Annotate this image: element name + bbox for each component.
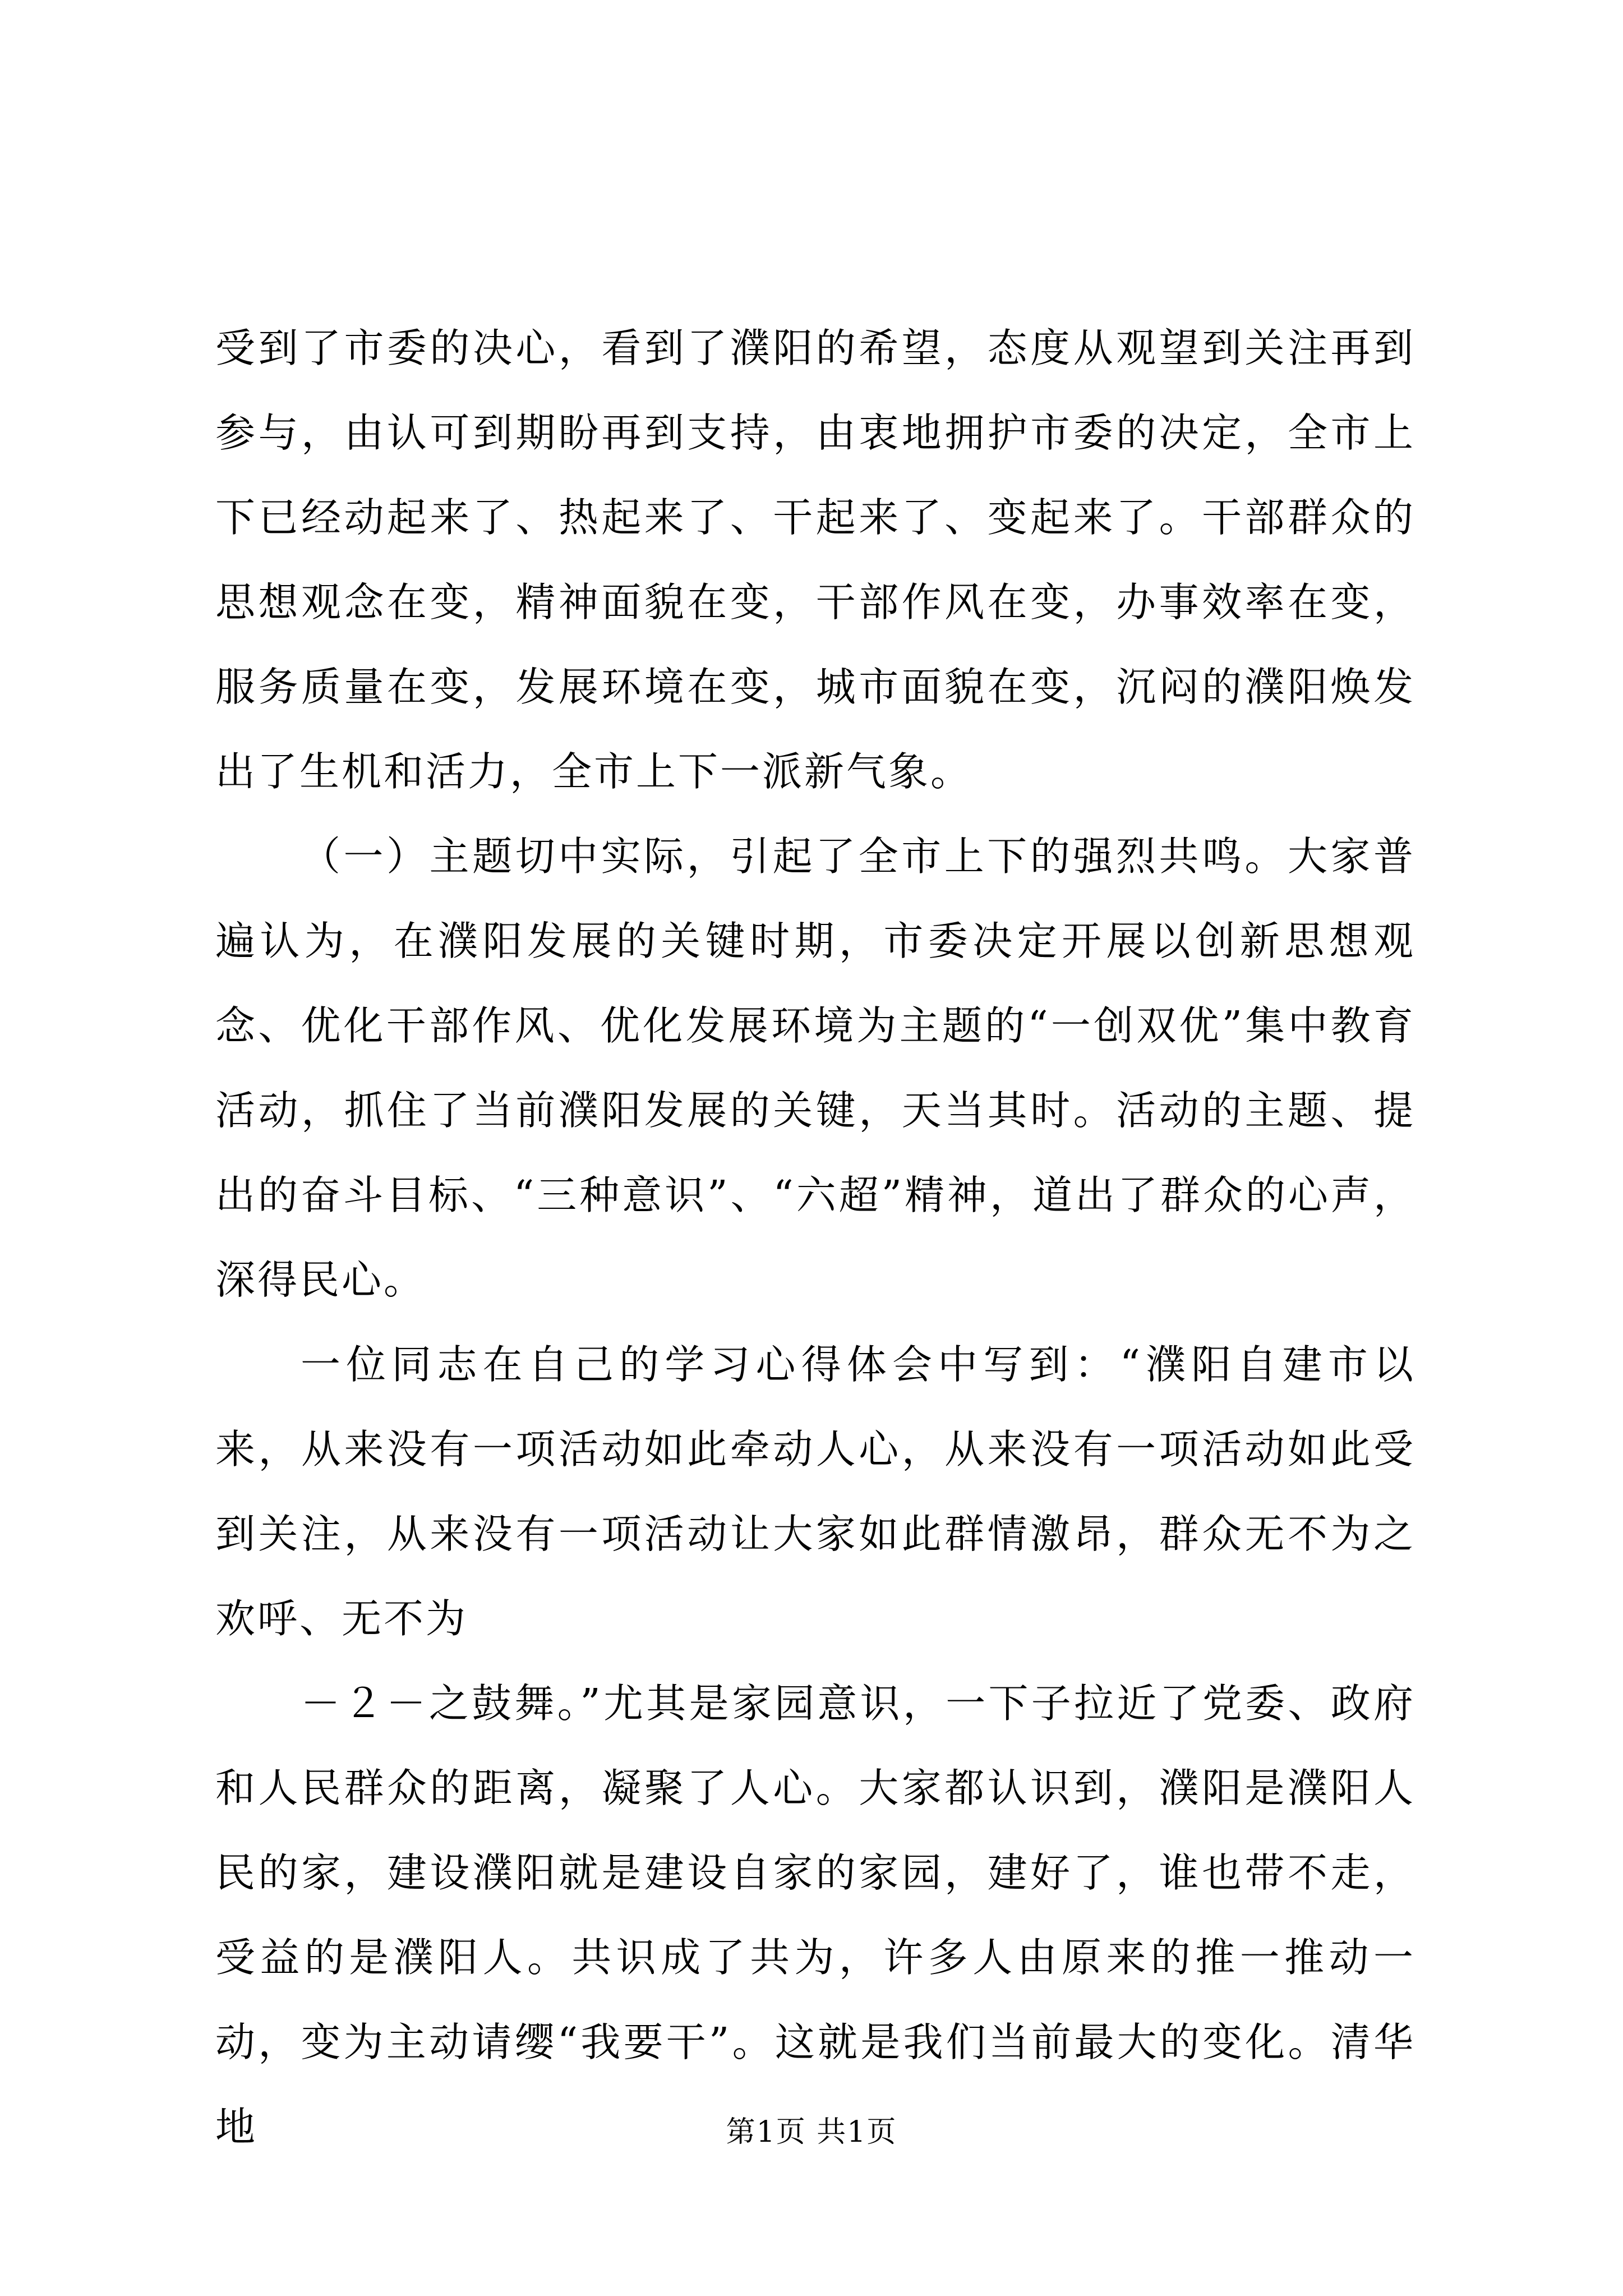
document-body (215, 306, 1415, 2169)
paragraph-3: 一位同志在自己的学习心得体会中写到：“濮阳自建市以来，从来没有一项活动如此牵动人心，从来没有一项活动如此受到关注，从来没有一项活动让大家如此群情激昂，群众无不为之欢呼、无不为 (215, 1341, 1415, 1642)
paragraph-4: －２－之鼓舞。”尤其是家园意识，一下子拉近了党委、政府和人民群众的距离，凝聚了人心。大家都认识到，濮阳是濮阳人民的家，建设濮阳就是建设自家的家园，建好了，谁也带不走，受益的是濮阳人。共识成了共为，许多人由原来的推一推动一动，变为主动请缨“我要干”。这就是我们当前最大的变化。清华地 (215, 1680, 1415, 2150)
paragraph-1: 受到了市委的决心，看到了濮阳的希望，态度从观望到关注再到参与，由认可到期盼再到支持，由衷地拥护市委的决定，全市上下已经动起来了、热起来了、干起来了、变起来了。干部群众的思想观念在变，精神面貌在变，干部作风在变，办事效率在变，服务质量在变，发展环境在变，城市面貌在变，沉闷的濮阳焕发出了生机和活力，全市上下一派新气象。 (215, 325, 1415, 795)
page-number-footer: 第1页 共1页 (726, 2115, 897, 2149)
paragraph-2: （一）主题切中实际，引起了全市上下的强烈共鸣。大家普遍认为，在濮阳发展的关键时期，市委决定开展以创新思想观念、优化干部作风、优化发展环境为主题的“一创双优”集中教育活动，抓住了当前濮阳发展的关键，天当其时。活动的主题、提出的奋斗目标、“三种意识”、“六超”精神，道出了群众的心声，深得民心。 (215, 833, 1415, 1303)
